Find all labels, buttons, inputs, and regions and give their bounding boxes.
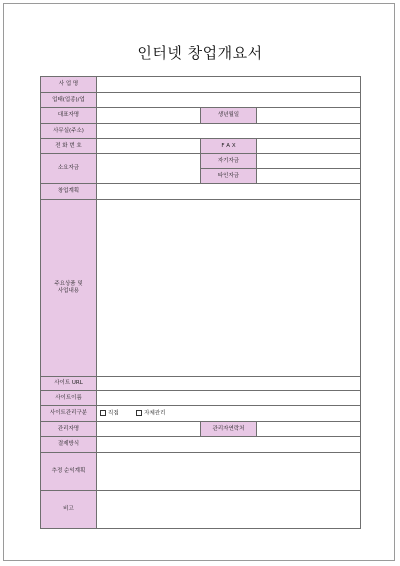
manager-contact-label: 관리자연락처 <box>201 422 257 437</box>
fax-field[interactable] <box>257 139 361 154</box>
form-row-start-plan <box>41 184 361 200</box>
document-title: 인터넷 창업개요서 <box>137 44 263 62</box>
site-url-field[interactable] <box>97 377 361 391</box>
mgmt-self-checkbox[interactable] <box>100 410 106 416</box>
form-row-address <box>41 124 361 139</box>
birth-date-label: 생년월일 <box>201 108 257 124</box>
form-row-business-type <box>41 93 361 108</box>
manager-name-label: 관리자명 <box>41 422 97 437</box>
mgmt-self-label: 직접 <box>108 410 119 417</box>
revenue-plan-field[interactable] <box>97 453 361 491</box>
business-type-label: 업태(업종)/업 <box>41 93 97 108</box>
form-row-site-mgmt <box>41 406 361 422</box>
main-products-label-line1: 주요상품 및 <box>54 281 83 288</box>
remarks-field[interactable] <box>97 491 361 529</box>
site-mgmt-options <box>97 406 361 422</box>
form-row-site-name <box>41 391 361 406</box>
company-name-field[interactable] <box>97 77 361 93</box>
own-capital-label: 자기자금 <box>201 154 257 169</box>
manager-contact-field[interactable] <box>257 422 361 437</box>
main-products-label-line2: 사업내용 <box>57 288 80 294</box>
form-row-payment <box>41 437 361 453</box>
start-plan-label: 창업계획 <box>41 184 97 200</box>
site-mgmt-label: 사이트관리구분 <box>41 406 97 422</box>
phone-label: 전 화 번 호 <box>41 139 97 154</box>
manager-name-field[interactable] <box>97 422 201 437</box>
phone-field[interactable] <box>97 139 201 154</box>
address-label: 사무실(주소) <box>41 124 97 139</box>
mgmt-outsourced-checkbox[interactable] <box>136 410 142 416</box>
start-plan-field[interactable] <box>97 184 361 200</box>
mgmt-option-outsourced[interactable] <box>136 410 165 417</box>
borrowed-capital-label: 타인자금 <box>201 169 257 184</box>
fax-label: F A X <box>201 139 257 154</box>
form-row-capital-own <box>41 154 361 169</box>
representative-label: 대표자명 <box>41 108 97 124</box>
startup-overview-form <box>40 76 361 529</box>
birth-date-field[interactable] <box>257 108 361 124</box>
business-type-field[interactable] <box>97 93 361 108</box>
form-row-company-name <box>41 77 361 93</box>
capital-label: 소요자금 <box>41 154 97 184</box>
site-url-label: 사이트 URL <box>41 377 97 391</box>
representative-field[interactable] <box>97 108 201 124</box>
mgmt-option-self[interactable] <box>100 410 119 417</box>
main-products-field[interactable] <box>97 200 361 377</box>
payment-method-field[interactable] <box>97 437 361 453</box>
main-products-label <box>41 200 97 377</box>
remarks-label: 비고 <box>41 491 97 529</box>
site-name-label: 사이트이름 <box>41 391 97 406</box>
form-row-representative <box>41 108 361 124</box>
company-name-label: 사 업 명 <box>41 77 97 93</box>
form-row-main-products <box>41 200 361 377</box>
payment-method-label: 결제방식 <box>41 437 97 453</box>
capital-field[interactable] <box>97 154 201 184</box>
form-row-revenue-plan <box>41 453 361 491</box>
revenue-plan-label: 추정 순익계획 <box>41 453 97 491</box>
borrowed-capital-field[interactable] <box>257 169 361 184</box>
form-row-phone <box>41 139 361 154</box>
own-capital-field[interactable] <box>257 154 361 169</box>
form-row-site-url <box>41 377 361 391</box>
form-row-manager <box>41 422 361 437</box>
mgmt-outsourced-label: 자체관리 <box>144 410 166 417</box>
form-row-remarks <box>41 491 361 529</box>
address-field[interactable] <box>97 124 361 139</box>
site-name-field[interactable] <box>97 391 361 406</box>
